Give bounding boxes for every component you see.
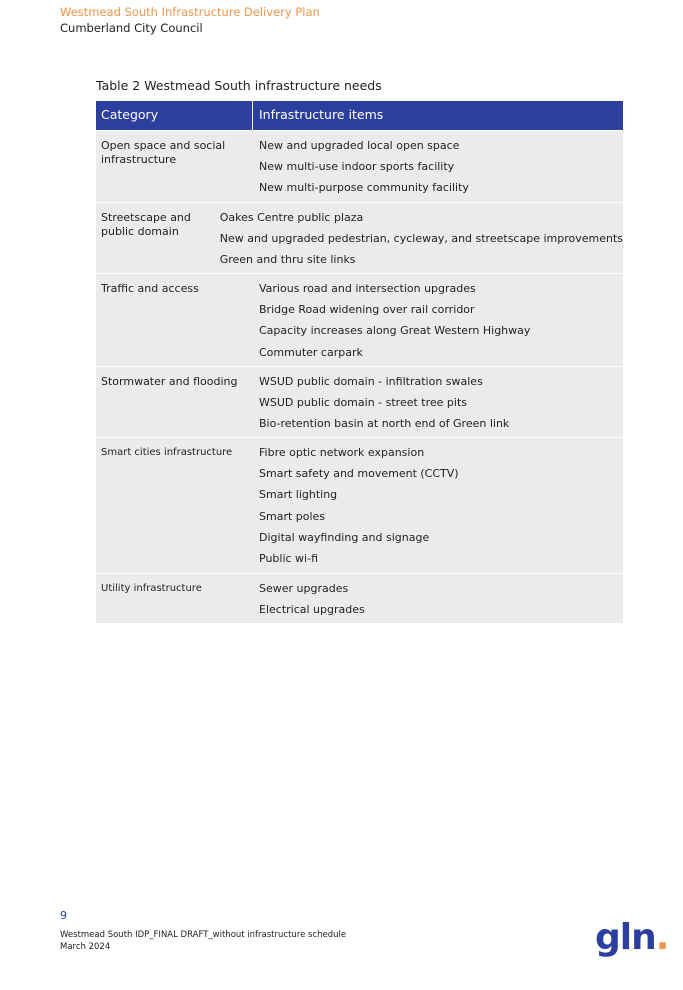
row-items xyxy=(254,131,623,202)
infrastructure-needs-table xyxy=(96,101,623,623)
logo-dot: . xyxy=(655,917,669,958)
table-row xyxy=(96,130,623,202)
row-items xyxy=(254,438,623,573)
page-number: 9 xyxy=(60,909,67,922)
list-item: Fibre optic network expansion xyxy=(259,446,425,459)
footer-document-name: Westmead South IDP_FINAL DRAFT_without infrastructure schedule xyxy=(60,930,347,940)
table-header xyxy=(96,101,623,130)
list-item: New multi-purpose community facility xyxy=(259,181,469,195)
row-category: Utility infrastructure xyxy=(101,583,202,594)
list-item: Capacity increases along Great Western Highway xyxy=(259,324,531,338)
list-item: Smart safety and movement (CCTV) xyxy=(259,467,459,481)
list-item: Green and thru site links xyxy=(219,253,356,267)
row-items xyxy=(254,574,623,623)
table-row xyxy=(96,366,623,437)
list-item: Commuter carpark xyxy=(259,345,363,359)
column-header-category: Category xyxy=(96,101,253,130)
list-item: Various road and intersection upgrades xyxy=(259,282,476,295)
table-row xyxy=(96,437,623,573)
column-header-infrastructure-items: Infrastructure items xyxy=(259,107,384,122)
row-category: Stormwater and flooding xyxy=(101,375,238,388)
table-row xyxy=(96,273,623,366)
list-item: New multi-use indoor sports facility xyxy=(259,160,455,174)
row-category: Streetscape and public domain xyxy=(101,211,191,238)
list-item: WSUD public domain - infiltration swales xyxy=(259,375,483,388)
list-item: Bridge Road widening over rail corridor xyxy=(259,303,475,317)
footer-date: March 2024 xyxy=(60,942,111,952)
table-caption: Table 2 Westmead South infrastructure needs xyxy=(96,78,382,93)
list-item: Smart poles xyxy=(259,509,326,523)
document-subtitle: Cumberland City Council xyxy=(60,21,203,35)
logo-text: gln xyxy=(595,917,656,958)
table-row xyxy=(96,573,623,623)
row-items xyxy=(254,274,623,366)
list-item: Digital wayfinding and signage xyxy=(259,530,430,544)
list-item: Sewer upgrades xyxy=(259,582,349,595)
row-category: Traffic and access xyxy=(101,282,199,295)
list-item: New and upgraded local open space xyxy=(259,139,460,152)
row-items xyxy=(254,367,623,437)
list-item: WSUD public domain - street tree pits xyxy=(259,396,468,410)
list-item: Electrical upgrades xyxy=(259,603,365,617)
table-row xyxy=(96,202,623,273)
list-item: Smart lighting xyxy=(259,488,338,502)
row-category: Open space and social infrastructure xyxy=(101,139,226,166)
gln-logo xyxy=(595,918,668,958)
list-item: New and upgraded pedestrian, cycleway, and streetscape improvements xyxy=(219,232,623,246)
list-item: Bio-retention basin at north end of Green link xyxy=(259,417,510,431)
row-category: Smart cities infrastructure xyxy=(101,447,233,458)
list-item: Oakes Centre public plaza xyxy=(219,211,364,224)
list-item: Public wi-fi xyxy=(259,551,319,565)
row-items xyxy=(215,203,623,273)
document-title: Westmead South Infrastructure Delivery Plan xyxy=(60,5,320,19)
